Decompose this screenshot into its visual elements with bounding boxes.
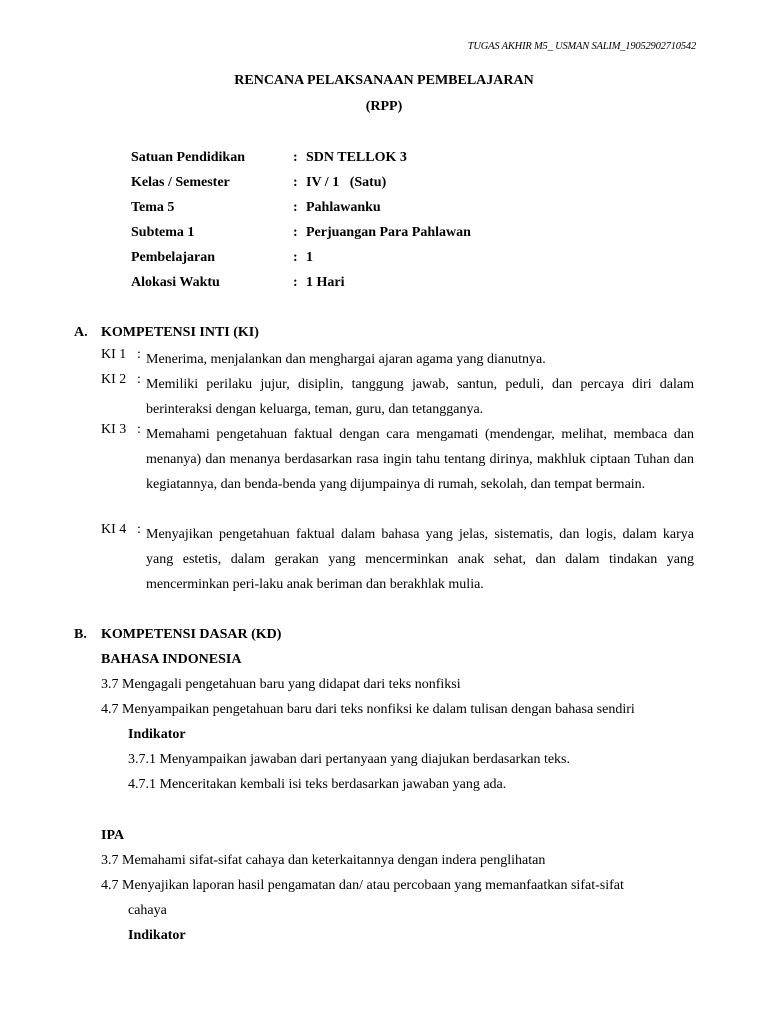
identity-value: Pahlawanku (306, 200, 381, 215)
ki-text: Menerima, menjalankan dan menghargai ajaran agama yang dianutnya. (146, 352, 546, 367)
indikator-heading: Indikator (128, 727, 186, 742)
indikator-item: 4.7.1 Menceritakan kembali isi teks berdasarkan jawaban yang ada. (128, 777, 507, 792)
identity-colon: : (293, 250, 298, 265)
ki-text: Memiliki perilaku jujur, disiplin, tanggung jawab, santun, peduli, dan percaya diri dalam berinteraksi dengan keluarga, teman, guru, dan tetangganya. (146, 377, 694, 417)
document-title: RENCANA PELAKSANAAN PEMBELAJARAN (234, 73, 534, 88)
ki-colon: : (137, 422, 141, 437)
ki-text: Menyajikan pengetahuan faktual dalam bahasa yang jelas, sistematis, dan logis, dalam karya yang estetis, dalam gerakan yang mencerminkan anak sehat, dan dalam tindakan yang mencerminkan peri-laku anak beriman dan berakhlak mulia. (146, 527, 694, 592)
section-title: KOMPETENSI DASAR (KD) (101, 627, 282, 642)
ki-colon: : (137, 347, 141, 362)
page-header: TUGAS AKHIR M5_ USMAN SALIM_19052902710542 (467, 41, 696, 52)
section-title: KOMPETENSI INTI (KI) (101, 325, 259, 340)
ki-label: KI 4 (101, 522, 127, 537)
identity-value: Perjuangan Para Pahlawan (306, 225, 471, 240)
indikator-item: 3.7.1 Menyampaikan jawaban dari pertanyaan yang diajukan berdasarkan teks. (128, 752, 570, 767)
subject-heading-bahasa: BAHASA INDONESIA (101, 652, 242, 667)
identity-value: IV / 1 (Satu) (306, 175, 387, 190)
identity-colon: : (293, 200, 298, 215)
section-number: B. (74, 627, 87, 642)
identity-colon: : (293, 225, 298, 240)
ki-item-1 (101, 347, 694, 372)
ki-label: KI 1 (101, 347, 127, 362)
ki-item-3 (101, 422, 694, 497)
identity-label: Kelas / Semester (131, 175, 230, 190)
identity-value: 1 Hari (306, 275, 345, 290)
kd-item: 4.7 Menyajikan laporan hasil pengamatan dan/ atau percobaan yang memanfaatkan sifat-sifat (101, 878, 624, 893)
identity-label: Pembelajaran (131, 250, 215, 265)
identity-value: SDN TELLOK 3 (306, 150, 407, 165)
kd-item: 4.7 Menyampaikan pengetahuan baru dari teks nonfiksi ke dalam tulisan dengan bahasa sendiri (101, 702, 635, 717)
ki-item-4 (101, 522, 694, 597)
ki-colon: : (137, 372, 141, 387)
kd-item: 3.7 Memahami sifat-sifat cahaya dan keterkaitannya dengan indera penglihatan (101, 853, 546, 868)
identity-colon: : (293, 175, 298, 190)
document-subtitle: (RPP) (365, 99, 403, 114)
indikator-heading: Indikator (128, 928, 186, 943)
ki-label: KI 2 (101, 372, 127, 387)
identity-colon: : (293, 275, 298, 290)
ki-text: Memahami pengetahuan faktual dengan cara mengamati (mendengar, melihat, membaca dan menanya) dan menanya berdasarkan rasa ingin tahu tentang dirinya, makhluk ciptaan Tuhan dan kegiatannya, dan benda-benda yang dijumpainya di rumah, sekolah, dan tempat bermain. (146, 427, 694, 492)
identity-label: Satuan Pendidikan (131, 150, 245, 165)
ki-item-2 (101, 372, 694, 422)
subject-heading-ipa: IPA (101, 828, 125, 843)
identity-label: Tema 5 (131, 200, 175, 215)
identity-value: 1 (306, 250, 313, 265)
ki-label: KI 3 (101, 422, 127, 437)
identity-colon: : (293, 150, 298, 165)
identity-label: Alokasi Waktu (131, 275, 220, 290)
section-number: A. (74, 325, 88, 340)
kd-item-continuation: cahaya (128, 903, 167, 918)
kd-item: 3.7 Mengagali pengetahuan baru yang didapat dari teks nonfiksi (101, 677, 461, 692)
identity-label: Subtema 1 (131, 225, 195, 240)
ki-colon: : (137, 522, 141, 537)
